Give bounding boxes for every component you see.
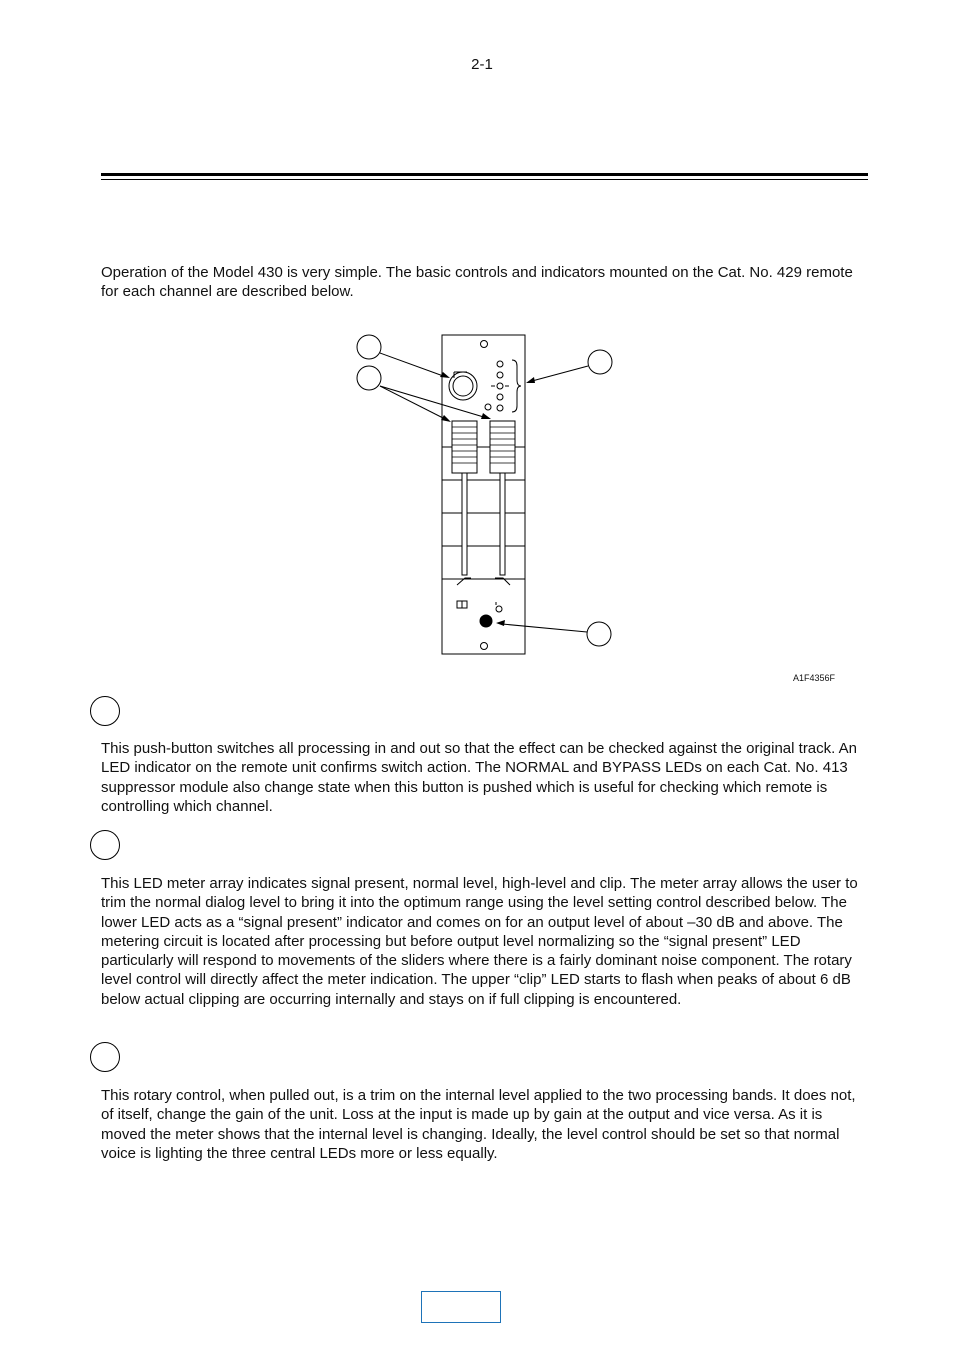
section-1-number-circle bbox=[90, 696, 120, 726]
figure-id: A1F4356F bbox=[793, 673, 836, 683]
bypass-button bbox=[480, 615, 492, 627]
callout-circle-1 bbox=[357, 335, 381, 359]
knob-led bbox=[485, 404, 491, 410]
mount-hole-top bbox=[481, 341, 488, 348]
meter-led-1 bbox=[497, 361, 503, 367]
callout-circle-3 bbox=[588, 350, 612, 374]
slider-cap-right bbox=[490, 421, 515, 473]
mount-hole-bottom bbox=[481, 643, 488, 650]
meter-led-4 bbox=[497, 394, 503, 400]
intro-paragraph: Operation of the Model 430 is very simple. The basic controls and indicators mounted on the Cat. No. 429 remote for each channel are described below. bbox=[101, 264, 853, 301]
navigation-box[interactable] bbox=[421, 1291, 501, 1323]
slider-track-left bbox=[462, 473, 467, 575]
section-3-number-circle bbox=[90, 1042, 120, 1072]
meter-led-5 bbox=[497, 405, 503, 411]
rotary-knob-inner bbox=[453, 376, 473, 396]
section-1-paragraph: This push-button switches all processing in and out so that the effect can be checked against the original track. An LED indicator on the remote unit confirms switch action. The NORMAL and BYPASS LEDs on each Cat. No. 413 suppressor module also change state when this button is pushed which is useful for checking which remote is controlling which channel. bbox=[101, 740, 858, 815]
page-number: 2-1 bbox=[471, 56, 493, 73]
callout-circle-2 bbox=[357, 366, 381, 390]
slider-track-right bbox=[500, 473, 505, 575]
meter-led-3 bbox=[497, 383, 503, 389]
meter-brace bbox=[512, 360, 521, 412]
callout-circle-4 bbox=[587, 622, 611, 646]
section-2-number-circle bbox=[90, 830, 120, 860]
section-3-paragraph: This rotary control, when pulled out, is a trim on the internal level applied to the two processing bands. It does not, of itself, change the gain of the unit. Loss at the input is made up by gain at the output and vice versa. As it is moved the meter shows that the internal level is changing. Ideally, the level control should be set so that normal voice is lighting the three central LEDs more or less equally. bbox=[101, 1087, 856, 1162]
slider-cap-left bbox=[452, 421, 477, 473]
panel-outline bbox=[442, 335, 525, 654]
bypass-led bbox=[496, 606, 502, 612]
meter-led-2 bbox=[497, 372, 503, 378]
section-2-paragraph: This LED meter array indicates signal present, normal level, high-level and clip. The meter array allows the user to trim the normal dialog level to bring it into the optimum range using the level setting control described below. The lower LED acts as a “signal present” indicator and comes on for an output level of about –30 dB and above. The metering circuit is located after processing but before output level normalizing so the “signal present” LED particularly will respond to movements of the sliders where there is a fairly dominant noise component. The rotary level control will directly affect the meter indication. The upper “clip” LED starts to flash when peaks of about 6 dB below actual clipping are occurring internally and stays on if full clipping is encountered. bbox=[101, 875, 858, 1008]
